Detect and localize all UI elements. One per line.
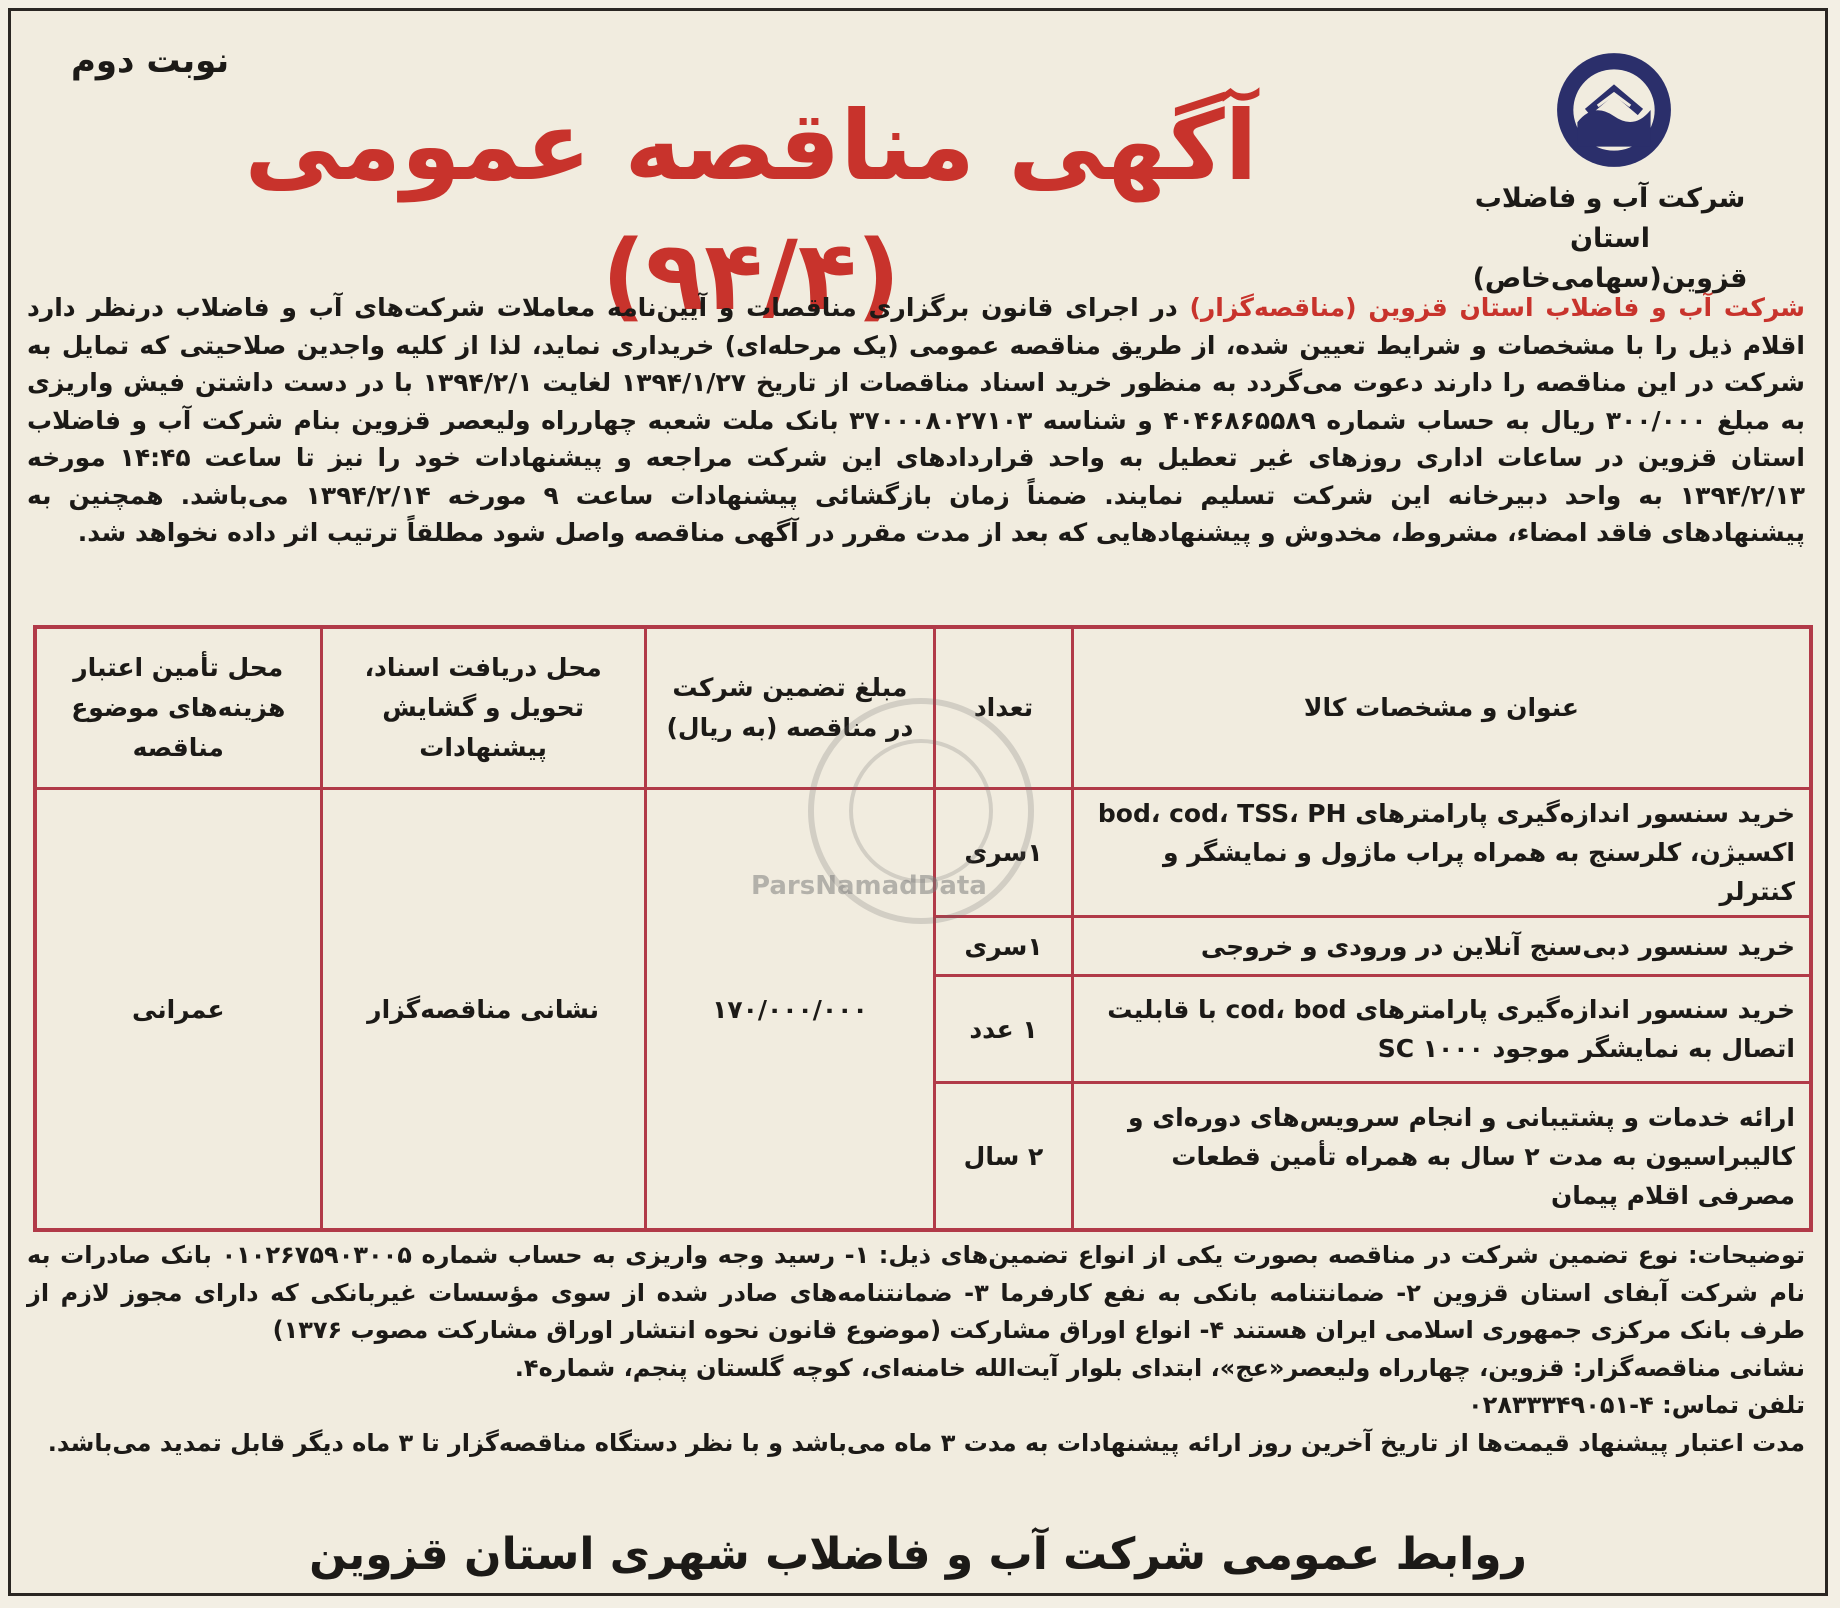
row-qty: ۲ سال bbox=[935, 1083, 1073, 1231]
tender-notice bbox=[8, 8, 1828, 1596]
notes-guarantee bbox=[27, 1237, 1805, 1350]
notes bbox=[27, 1237, 1805, 1462]
header-title: عنوان و مشخصات کالا bbox=[1072, 627, 1811, 789]
header-place: محل دریافت اسناد، تحویل و گشایش پیشنهادات bbox=[321, 627, 645, 789]
company-line-2: استان قزوین(سهامی‌خاص) bbox=[1472, 223, 1748, 294]
row-title: خرید سنسور دبی‌سنج آنلاین در ورودی و خروجی bbox=[1072, 917, 1811, 976]
notice-title: آگهی مناقصه عمومی (۹۴/۴) bbox=[244, 90, 1258, 332]
company-name bbox=[1445, 179, 1775, 299]
notes-validity: مدت اعتبار پیشنهاد قیمت‌ها از تاریخ آخرین روز ارائه پیشنهادات به مدت ۳ ماه می‌باشد و با نظر دستگاه مناقصه‌گزار تا ۳ ماه دیگر قابل تمدید می‌باشد. bbox=[47, 1428, 1805, 1457]
items-table bbox=[33, 625, 1813, 1232]
watermark-text: ParsNamadData bbox=[751, 871, 987, 901]
row-title: خرید سنسور اندازه‌گیری پارامترهای bod، cod، TSS، PH اکسیژن، کلرسنج به همراه پراب ماژول و نمایشگر و کنترلر bbox=[1072, 789, 1811, 917]
row-qty: ۱سری bbox=[935, 917, 1073, 976]
water-company-logo-icon bbox=[1553, 49, 1675, 171]
notes-line1: نوع تضمین شرکت در مناقصه بصورت یکی از انواع تضمین‌های ذیل: ۱- رسید وجه واریزی به حساب شماره ۰۱۰۲۶۷۵۹۰۳۰۰۵ بانک صادرات به نام شرکت آبفای استان قزوین ۲- ضمانتنامه بانکی به نفع کارفرما ۳- ضمانتنامه‌های صادر شده از سوی مؤسسات غیربانکی که دارای مجوز لازم از طرف بانک مرکزی جمهوری اسلامی ایران هستند ۴- انواع اوراق مشارکت (موضوع قانون نحوه انتشار اوراق مشارکت مصوب ۱۳۷۶) bbox=[27, 1241, 1805, 1344]
intro-org: شرکت آب و فاضلاب استان قزوین (مناقصه‌گزار) bbox=[1189, 293, 1805, 322]
row-title: خرید سنسور اندازه‌گیری پارامترهای cod، bod با قابلیت اتصال به نمایشگر موجود SC ۱۰۰۰ bbox=[1072, 976, 1811, 1083]
header-guarantee: مبلغ تضمین شرکت در مناقصه (به ریال) bbox=[645, 627, 934, 789]
row-qty: ۱سری bbox=[935, 789, 1073, 917]
funding-source: عمرانی bbox=[35, 789, 321, 1231]
notes-phone: تلفن تماس: ۴-۰۲۸۳۳۳۴۹۰۵۱ bbox=[1468, 1391, 1805, 1419]
intro-text: در اجرای قانون برگزاری مناقصات و آیین‌نامه معاملات شرکت‌های آب و فاضلاب درنظر دارد اقلام ذیل را با مشخصات و شرایط تعیین شده، از طریق مناقصه عمومی (یک مرحله‌ای) خریداری نماید، لذا از کلیه واجدین صلاحیتی که تمایل به شرکت در این مناقصه را دارند دعوت می‌گردد به منظور خرید اسناد مناقصات از تاریخ ۱۳۹۴/۱/۲۷ لغایت ۱۳۹۴/۲/۱ با در دست داشتن فیش واریزی به مبلغ ۳۰۰/۰۰۰ ریال به حساب شماره ۴۰۴۶۸۶۵۵۸۹ و شناسه ۳۷۰۰۰۸۰۲۷۱۰۳ بانک ملت شعبه چهارراه ولیعصر قزوین بنام شرکت آب و فاضلاب استان قزوین در ساعات اداری روزهای غیر تعطیل به واحد قراردادهای این شرکت مراجعه و پیشنهادات خود را نیز تا ساعت ۱۴:۴۵ مورخه ۱۳۹۴/۲/۱۳ به واحد دبیرخانه این شرکت تسلیم نمایند. ضمناً زمان بازگشائی پیشنهادات ساعت ۹ مورخه ۱۳۹۴/۲/۱۴ می‌باشد. همچنین به پیشنهادهای فاقد امضاء، مشروط، مخدوش و پیشنهادهایی که بعد از مدت مقرر در آگهی مناقصه واصل شود مطلقاً ترتیب اثر داده نخواهد شد. bbox=[27, 293, 1806, 547]
header-fund: محل تأمین اعتبار هزینه‌های موضوع مناقصه bbox=[35, 627, 321, 789]
row-title: ارائه خدمات و پشتیبانی و انجام سرویس‌های دوره‌ای و کالیبراسیون به مدت ۲ سال به همراه تأمین قطعات مصرفی اقلام پیمان bbox=[1072, 1083, 1811, 1231]
intro-paragraph bbox=[27, 289, 1805, 552]
header-qty: تعداد bbox=[935, 627, 1073, 789]
notes-address: نشانی مناقصه‌گزار: قزوین، چهارراه ولیعصر«عج»، ابتدای بلوار آیت‌الله خامنه‌ای، کوچه گلستان پنجم، شماره۴. bbox=[514, 1353, 1805, 1382]
notes-label: توضیحات: bbox=[1687, 1241, 1806, 1269]
notice-round: نوبت دوم bbox=[71, 41, 230, 81]
document-place: نشانی مناقصه‌گزار bbox=[321, 789, 645, 1231]
company-line-1: شرکت آب و فاضلاب bbox=[1474, 183, 1746, 214]
row-qty: ۱ عدد bbox=[935, 976, 1073, 1083]
table-header-row bbox=[35, 627, 1811, 789]
guarantee-amount: ۱۷۰/۰۰۰/۰۰۰ bbox=[645, 789, 934, 1231]
footer-signature: روابط عمومی شرکت آب و فاضلاب شهری استان قزوین bbox=[309, 1529, 1527, 1580]
